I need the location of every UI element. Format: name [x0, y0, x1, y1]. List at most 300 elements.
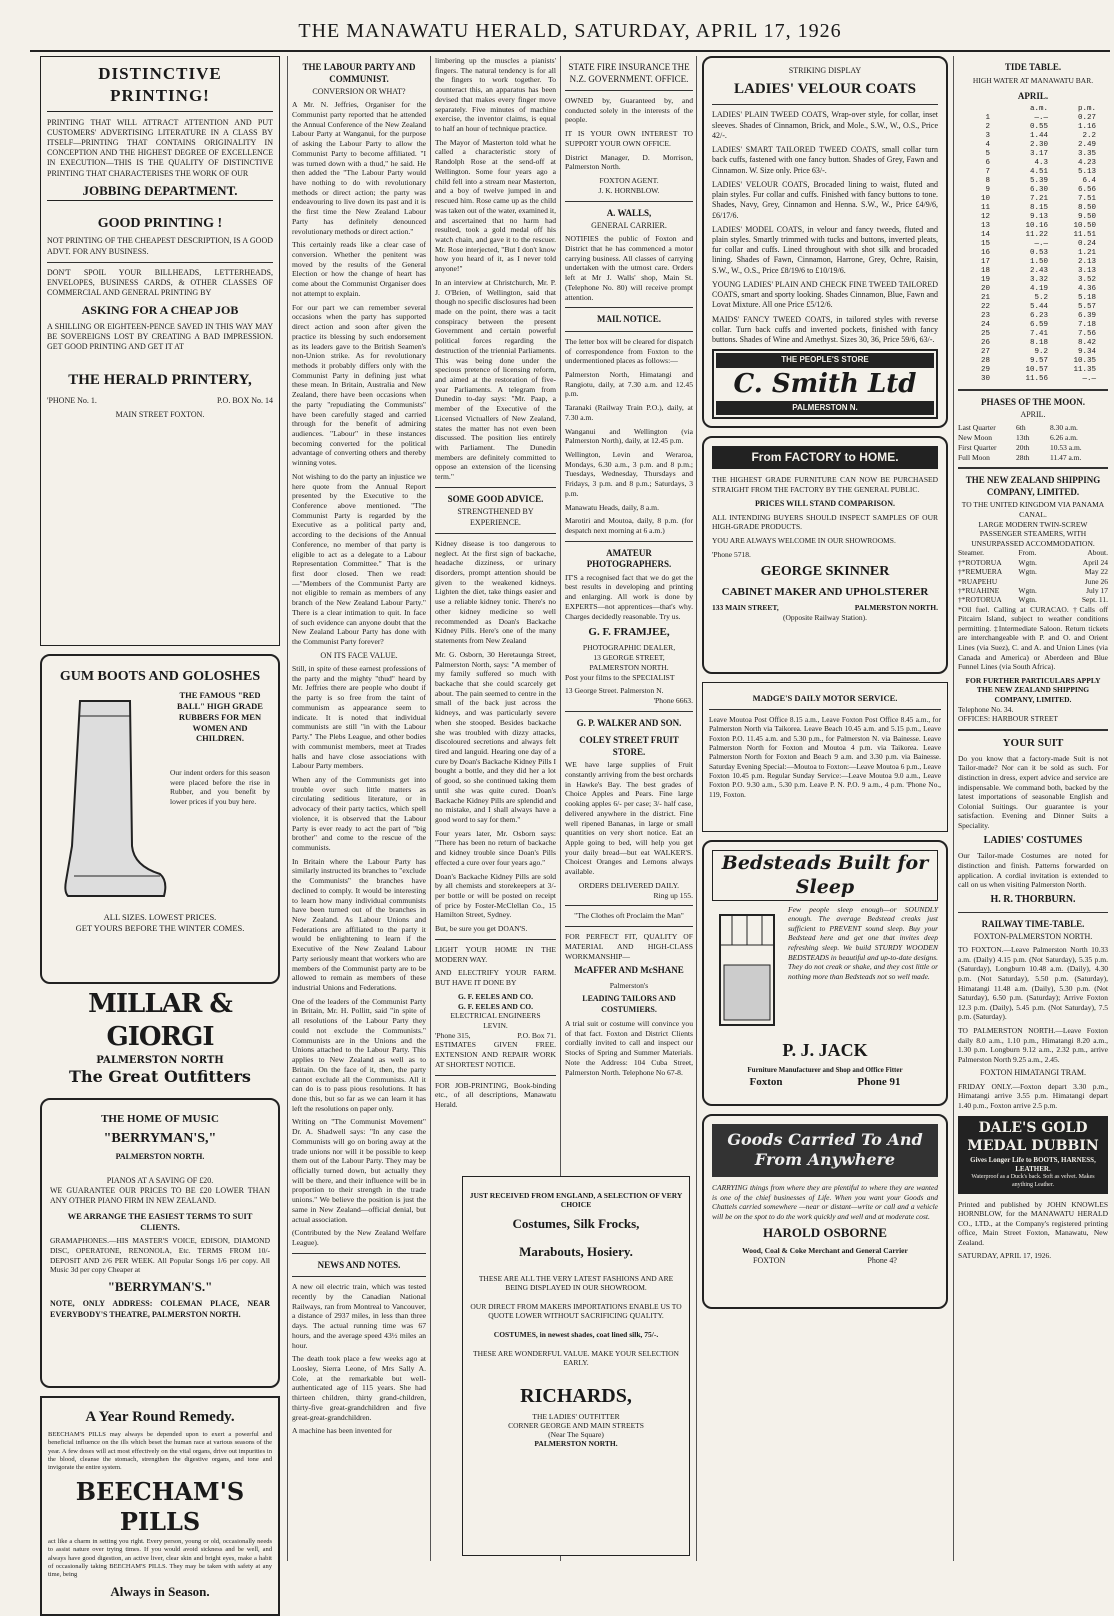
tide-day: 13	[980, 221, 990, 230]
richards-near: (Near The Square)	[548, 1430, 604, 1439]
walls-body: NOTIFIES the public of Foxton and District that he has commenced a motor carrying business. All classes of carrying undertaken with the utmost care. Orders left at Mr J. Walls' shop, Main St. (Telephone No. 80) will receive prompt attention.	[565, 234, 693, 302]
tide-am: 8.15	[1029, 203, 1048, 212]
skinner-line: THE HIGHEST GRADE FURNITURE CAN NOW BE PURCHASED STRAIGHT FROM THE FACTORY BY THE GENERAL PUBLIC.	[712, 475, 938, 494]
tide-pm: 1.16	[1077, 122, 1096, 131]
ship-steamer: †*REMUERA	[958, 567, 1003, 577]
tide-pm: 10.50	[1073, 221, 1096, 230]
news-para: limbering up the muscles a pianists' fingers. The natural tendency is for all the fingers to work together. To counteract this, an apparatus has been devised that makes every finger move separately. Five minutes of machine exercise, the inventor claims, is equal to half an hour of technique practice.	[435, 56, 556, 134]
tide-am: 7.41	[1029, 329, 1048, 338]
shipping-offices: OFFICES: HARBOUR STREET	[958, 714, 1059, 724]
osborne-advert	[702, 1114, 948, 1309]
moon-date: 6th	[1016, 423, 1026, 433]
jack-name: P. J. JACK	[782, 1039, 868, 1060]
always-in-season: Always in Season.	[110, 1583, 210, 1599]
tide-pm: —.—	[1082, 374, 1096, 383]
tide-row	[958, 294, 1108, 303]
walker-orders: ORDERS DELIVERED DAILY.	[578, 880, 680, 890]
tide-sub: HIGH WATER AT MANAWATU BAR.	[972, 75, 1094, 85]
moon-time: 6.26 a.m.	[1050, 433, 1078, 443]
walker-ring: Ring up 155.	[653, 890, 693, 900]
news-para: A machine has been invented for	[292, 1426, 392, 1436]
tide-day: 10	[980, 194, 990, 203]
tide-day: 25	[980, 329, 990, 338]
tide-row	[958, 303, 1108, 312]
coat-item: LADIES' VELOUR COATS, Brocaded lining to waist, fluted and plain styles. Fur collar and cuffs. Finished with fancy buttons to tone. Shades, Navy, Grey, Cinnamon and Henna. S.W., W., Price £4/9/6, £6/17/6.	[712, 179, 938, 220]
asking-cheap: ASKING FOR A CHEAP JOB	[81, 302, 239, 317]
advice-para: Doan's Backache Kidney Pills are sold by all chemists and storekeepers at 3/- per bottle or will be posted on receipt of price by Foster-McClellan Co., 15 Hamilton Street, Sydney.	[435, 871, 556, 920]
tide-day: 5	[985, 149, 990, 158]
richards-name: RICHARDS,	[520, 1385, 632, 1407]
mcaffer-line: LEADING TAILORS AND COSTUMIERS.	[582, 994, 676, 1014]
eeles-estimates: ESTIMATES GIVEN FREE. EXTENSION AND REPAIR WORK AT SHORTEST NOTICE.	[435, 1040, 556, 1069]
tide-pm: 6.39	[1077, 311, 1096, 320]
osborne-body: CARRYING things from where they are plentiful to where they are wanted is one of the chief businesses of Life. When you want your Goods and Chattels carried somewhere —near or distant—write or call and a vehicle will be on the spot to do the work quickly and well and at moderate cost.	[712, 1182, 938, 1221]
tide-day: 12	[980, 212, 990, 221]
tide-row	[958, 321, 1108, 330]
shipping-col: Steamer.	[958, 548, 985, 558]
tide-day: 27	[980, 347, 990, 356]
moon-phase: New Moon	[958, 433, 992, 443]
beechams-advert	[40, 1396, 280, 1616]
shipping-row	[958, 558, 1108, 567]
eeles-name: G. F. EELES AND CO.	[457, 1001, 534, 1011]
tide-row	[958, 123, 1108, 132]
mail-para: Marotiri and Moutoa, daily, 8 p.m. (for despatch next morning at 6 a.m.)	[565, 516, 693, 536]
insurance-body: OWNED by, Guaranteed by, and conducted solely in the interests of the people.	[565, 96, 693, 125]
tide-row	[958, 375, 1108, 384]
red-ball-text: THE FAMOUS "RED BALL" HIGH GRADE RUBBERS FOR MEN WOMEN AND CHILDREN.	[177, 689, 263, 744]
shipping-table	[958, 558, 1108, 605]
tide-day: 7	[985, 167, 990, 176]
shipping-co: THE NEW ZEALAND SHIPPING COMPANY, LIMITED.	[976, 685, 1090, 704]
tide-row	[958, 114, 1108, 123]
mcaffer-line: FOR PERFECT FIT, QUALITY OF MATERIAL AND HIGH-CLASS WORKMANSHIP—	[565, 932, 693, 961]
tide-am: 0.53	[1029, 248, 1048, 257]
tide-am: 0.55	[1029, 122, 1048, 131]
labour-para: For our part we can remember several occasions when the party has supported direct action and soon after given the practice its blessing by such endorsement as its leaders gave to the British Seamen's non-Union strike. As for revolutionary methods it probably differs only with the Communist Party in defining just what these mean. In Britain, Australia and New Zealand, there have been occasions when the party "repudiating the Communists" have been carefully staged and carried through for the benefit of admiring audiences. "Labour" in these instances becoming converted for the political advantage of converting others and thereby winning votes.	[292, 302, 426, 468]
berrymans-name-2: "BERRYMAN'S."	[107, 1278, 213, 1294]
moon-phase: Full Moon	[958, 452, 990, 462]
skinner-name: GEORGE SKINNER	[760, 564, 890, 580]
tram-head: FOXTON HIMATANGI TRAM.	[980, 1068, 1086, 1078]
tide-pm: 4.23	[1077, 158, 1096, 167]
tide-row	[958, 285, 1108, 294]
tide-am: 10.16	[1025, 221, 1048, 230]
tide-row	[958, 222, 1108, 231]
framjee-line: PHOTOGRAPHIC DEALER,	[582, 643, 676, 653]
advice-para: But, be sure you get DOAN'S.	[435, 924, 528, 934]
ship-date: July 17	[1086, 585, 1108, 595]
tide-row	[958, 249, 1108, 258]
moon-row	[958, 423, 1108, 433]
tide-pm: 7.51	[1077, 194, 1096, 203]
tide-am: 4.51	[1029, 167, 1048, 176]
ship-from: Wgtn.	[1018, 595, 1037, 605]
tide-day: 4	[985, 140, 990, 149]
framjee-addr: 13 George Street. Palmerston N.	[565, 686, 664, 696]
labour-headline: THE LABOUR PARTY AND COMMUNIST.	[302, 62, 416, 84]
tide-am: 6.30	[1029, 185, 1048, 194]
rail-route: FOXTON-PALMERSTON NORTH.	[973, 932, 1093, 942]
tide-am: 5.39	[1029, 176, 1048, 185]
ship-from: Wgtn.	[1018, 557, 1037, 567]
osborne-name: HAROLD OSBORNE	[763, 1225, 887, 1241]
coat-item: YOUNG LADIES' PLAIN AND CHECK FINE TWEED TAILORED COATS, smart and sporty looking. Shades Cinnamon, Blue, Fawn and Lovat Mixture. All one Price £5/12/6.	[712, 279, 938, 310]
labour-para: A Mr. N. Jeffries, Organiser for the Communist party reported that he attended the Annual Conference of the New Zealand Labour Party at Wanganui, for the purpose of asking the Labour Party to allow the Communist Party to become affiliated. "I was turned down with a thud," he said. He then added the "The Labour Party would have nothing to do with revolutionary methods or direct action; the party was endeavouring to live down its past and it is the first time the New Zealand Labour Party has definitely denounced revolutionary methods or direct action."	[292, 100, 426, 236]
good-printing: GOOD PRINTING !	[97, 215, 223, 231]
eeles-box: P.O. Box 71.	[517, 1030, 556, 1040]
column-rule	[696, 56, 697, 1561]
tide-am: 1.50	[1029, 257, 1048, 266]
tide-am: —.—	[1034, 113, 1048, 122]
tide-row	[958, 159, 1108, 168]
column-rule	[287, 56, 288, 1561]
tide-pm: 2.49	[1077, 140, 1096, 149]
madge-advert	[702, 682, 948, 832]
labour-credit: (Contributed by the New Zealand Welfare League).	[292, 1228, 426, 1247]
tide-am: 3.32	[1029, 275, 1048, 284]
shipping-row	[958, 577, 1108, 586]
tide-pm: 4.36	[1077, 284, 1096, 293]
terms-text: WE ARRANGE THE EASIEST TERMS TO SUIT CLIENTS.	[67, 1210, 253, 1232]
tide-row	[958, 240, 1108, 249]
eeles-name: G. F. EELES AND CO.	[457, 991, 534, 1001]
jack-advert	[702, 840, 948, 1106]
tide-day: 23	[980, 311, 990, 320]
tide-day: 26	[980, 338, 990, 347]
eeles-line: LIGHT YOUR HOME IN THE MODERN WAY.	[435, 944, 556, 964]
tide-pm: 5.13	[1077, 167, 1096, 176]
tide-pm: 0.27	[1077, 113, 1096, 122]
thorburn-name: H. R. THORBURN.	[990, 893, 1076, 905]
mcaffer-name: McAFFER AND McSHANE	[574, 965, 684, 976]
tide-am: 4.19	[1029, 284, 1048, 293]
moon-time: 8.30 a.m.	[1050, 423, 1078, 433]
tide-pm: 11.35	[1073, 365, 1096, 374]
factory-home-title: From FACTORY to HOME.	[712, 446, 938, 469]
column-6	[958, 56, 1108, 1561]
spoil-text: DON'T SPOIL YOUR BILLHEADS, LETTERHEADS, ENVELOPES, BUSINESS CARDS, & OTHER CLASSES OF COMMERCIAL AND GENERAL PRINTING BY	[47, 267, 273, 298]
tide-pm: 9.34	[1077, 347, 1096, 356]
gumboots-title: GUM BOOTS AND GOLOSHES	[59, 669, 261, 684]
mail-head: MAIL NOTICE.	[596, 314, 661, 325]
tide-am: 11.56	[1025, 374, 1048, 383]
tide-pm: 10.35	[1073, 356, 1096, 365]
beechams-title: A Year Round Remedy.	[85, 1408, 235, 1425]
skinner-line: YOU ARE ALWAYS WELCOME IN OUR SHOWROOMS.	[712, 535, 896, 545]
tide-day: 11	[980, 203, 990, 212]
tide-row	[958, 330, 1108, 339]
mail-para: Palmerston North, Himatangi and Rangiotu, daily, at 7.30 a.m. and 12.45 p.m.	[565, 369, 693, 399]
eeles-line: AND ELECTRIFY YOUR FARM. BUT HAVE IT DONE BY	[435, 968, 556, 988]
jack-town: Foxton	[749, 1075, 783, 1088]
velour-display: STRIKING DISPLAY	[788, 66, 862, 75]
tide-am: 3.17	[1029, 149, 1048, 158]
tide-am: 10.57	[1025, 365, 1048, 374]
coat-item: MAIDS' FANCY TWEED COATS, in tailored styles with reverse collar. Turn back cuffs and inverted pockets, finished with fancy buttons. Shades of Wine and Amethyst. Sizes 30, 36, Price 59/6, 63/-.	[712, 314, 938, 345]
moon-row	[958, 433, 1108, 443]
tide-pm: 8.50	[1077, 203, 1096, 212]
all-sizes: ALL SIZES. LOWEST PRICES.	[103, 911, 217, 922]
mcaffer-line: Palmerston's	[609, 980, 649, 990]
tide-row	[958, 231, 1108, 240]
berrymans-advert	[40, 1098, 280, 1388]
c-smith-city: PALMERSTON N.	[716, 401, 934, 415]
peoples-store: THE PEOPLE'S STORE	[716, 353, 934, 367]
tide-row	[958, 357, 1108, 366]
framjee-post: Post your films to the SPECIALIST	[565, 672, 675, 682]
tide-day: 8	[985, 176, 990, 185]
shipping-further: FOR FURTHER PARTICULARS APPLY	[965, 675, 1101, 685]
coat-item: LADIES' PLAIN TWEED COATS, Wrap-over style, for collar, inset sleeves. Shades of Cinnamon, Brick, and Mole., S.W., W., O.S., Price 42/-.	[712, 110, 938, 140]
tide-pm: 9.50	[1077, 212, 1096, 221]
moon-table	[958, 423, 1108, 462]
imprint-date: SATURDAY, APRIL 17, 1926.	[958, 1251, 1052, 1261]
skinner-advert	[702, 436, 948, 674]
ship-from: Wgtn.	[1018, 567, 1037, 577]
shipping-large: LARGE MODERN TWIN-SCREW PASSENGER STEAMERS, WITH UNSURPASSED ACCOMMODATION.	[971, 519, 1095, 548]
mail-para: Manawatu Heads, daily, 8 a.m.	[565, 502, 659, 512]
framjee-line: 13 GEORGE STREET,	[593, 653, 665, 663]
mail-para: Wanganui and Wellington (via Palmerston North), daily, at 12.45 p.m.	[565, 426, 693, 446]
advice-subhead: STRENGTHENED BY EXPERIENCE.	[457, 507, 534, 527]
jack-trade: Furniture Manufacturer and Shop and Office Fitter	[747, 1065, 903, 1074]
tide-pm: 7.18	[1077, 320, 1096, 329]
richards-line: THESE ARE ALL THE VERY LATEST FASHIONS AND ARE BEING DISPLAYED IN OUR SHOWROOM.	[478, 1274, 674, 1292]
tide-row	[958, 186, 1108, 195]
ship-steamer: †*ROTORUA	[958, 595, 1002, 605]
gumboots-body: Our indent orders for this season were placed before the rise in Rubber, and you benefit by lower prices if you buy here.	[170, 768, 270, 807]
tide-pm: 1.21	[1077, 248, 1096, 257]
tide-table	[958, 114, 1108, 384]
tide-row	[958, 150, 1108, 159]
mcaffer-body: A trial suit or costume will convince you of that fact. Foxton and District Clients cordially invited to call and inspect our Stocks of Spring and Summer Materials. Note the Address: 104 Cuba Street, Palmerston North. Telephone No 67-8.	[565, 1018, 693, 1077]
shipping-row	[958, 586, 1108, 595]
eeles-trade: ELECTRICAL ENGINEERS	[450, 1011, 541, 1021]
moon-phase: First Quarter	[958, 442, 997, 452]
insurance-own: IT IS YOUR OWN INTEREST TO SUPPORT YOUR OWN OFFICE.	[565, 129, 693, 148]
dubbin-small: Waterproof as a Duck's back. Soft as velvet. Makes anything Leather.	[971, 1174, 1095, 1188]
dubbin-side: Gives Longer Life to BOOTS, HARNESS, LEATHER.	[970, 1156, 1096, 1174]
advice-para: Mr. G. Osborn, 30 Heretaunga Street, Palmerston North, says: "A member of my family suffered so much with backache that she could scarcely get about. The pain seemed to centre in the small of the back just across the kidneys, and was particularly severe when she stooped. Besides backache she was troubled with dizzy attacks, discoloured secretions and always felt tired and languid. Hearing one day of a cure by Doan's Backache Kidney Pills I bought a bottle, and they did her a lot of good, so she continued taking them until she was quite cured. Doan's Backache Kidney Pills are splendid and no mistake, and I shall always have a good word to say for them."	[435, 649, 556, 825]
tide-row	[958, 132, 1108, 141]
skinner-addr: 133 MAIN STREET,	[712, 603, 779, 613]
tide-day: 3	[985, 131, 990, 140]
shipping-notes: *Oil fuel. Calling at CURACAO. †Calls off Pitcairn Island, subject to weather conditions permitting. ‡Intermediate Saloon. Return tickets are interchangeable with P. and O. and Orient Lines (via Suez), C. and A. and Union Lines (via Canada and America) or Aberdeen and Blue Funnel Lines (via South Africa).	[958, 604, 1108, 672]
ship-steamer: †*RUAHINE	[958, 585, 1000, 595]
shilling-text: A SHILLING OR EIGHTEEN-PENCE SAVED IN THIS WAY MAY BE SOVEREIGNS LOST BY CREATING A BAD IMPRESSION. GET GOOD PRINTING AND GET IT AT	[47, 321, 273, 352]
shipping-row	[958, 595, 1108, 604]
jack-phone: Phone 91	[857, 1075, 901, 1088]
millar-giorgi-city: PALMERSTON NORTH	[96, 1054, 224, 1066]
column-5	[702, 56, 948, 1561]
framjee-name: G. F. FRAMJEE,	[588, 626, 670, 639]
moon-title: PHASES OF THE MOON.	[980, 396, 1085, 407]
tide-am: 1.44	[1029, 131, 1048, 140]
tide-day: 28	[980, 356, 990, 365]
costumes-head: LADIES' COSTUMES	[983, 834, 1083, 846]
beechams-brand: BEECHAM'S PILLS	[75, 1476, 245, 1537]
beechams-body-2: act like a charm in setting you right. Every person, young or old, occasionally needs to assist nature over trying times. If you would avoid sickness and be well, and always have good digestion, an active liver, clear skin and bright eyes, make a habit of occasionally taking BEECHAM'S PILLS. They may be taken with safety at any time, being	[48, 1537, 272, 1579]
tram-body: FRIDAY ONLY.—Foxton depart 3.30 p.m., Himatangi arrive 3.55 p.m. Himatangi depart 1.40 p.m., Foxton arrive 2.5 p.m.	[958, 1081, 1108, 1110]
shipping-col: From.	[1018, 548, 1037, 558]
c-smith-brand: C. Smith Ltd	[733, 368, 917, 399]
richards-city: PALMERSTON NORTH.	[534, 1439, 618, 1448]
rail-to-pn: TO PALMERSTON NORTH.—Leave Foxton daily 8.0 a.m., 1.10 p.m., Himatangi 8.20 a.m., 1.30 p.m. Longburn 9.12 a.m., 2.32 p.m., arrive Palmerston North 9.25 a.m., 2.45.	[958, 1026, 1108, 1064]
tide-am: 7.21	[1029, 194, 1048, 203]
tide-pm: 6.56	[1077, 185, 1096, 194]
shipping-to: TO THE UNITED KINGDOM VIA PANAMA CANAL.	[961, 500, 1105, 519]
moon-date: 20th	[1016, 442, 1030, 452]
tide-day: 22	[980, 302, 990, 311]
guarantee-text: WE GUARANTEE OUR PRICES TO BE £20 LOWER THAN ANY OTHER PIANO FIRM IN NEW ZEALAND.	[50, 1186, 270, 1206]
millar-giorgi-logo	[40, 988, 280, 1088]
velour-title: LADIES' VELOUR COATS	[734, 81, 916, 98]
tide-row	[958, 348, 1108, 357]
suit-head: YOUR SUIT	[1002, 736, 1064, 749]
column-1	[40, 56, 280, 1599]
beechams-body: BEECHAM'S PILLS may always be depended upon to exert a powerful and beneficial influence on the ills which beset the human race at various seasons of the year. A few doses will act most effectively on the vital organs, drive out impurities in the blood, cleanse the stomach, strengthen the digestive organs, and tone and invigorate the entire system.	[48, 1430, 272, 1472]
skinner-line: ALL INTENDING BUYERS SHOULD INSPECT SAMPLES OF OUR HIGH-GRADE PRODUCTS.	[712, 512, 938, 532]
moon-row	[958, 453, 1108, 463]
eeles-phone: 'Phone 315,	[435, 1030, 471, 1040]
skinner-line: PRICES WILL STAND COMPARISON.	[754, 498, 896, 508]
tide-pm: 2.13	[1077, 257, 1096, 266]
tide-pm: 5.57	[1077, 302, 1096, 311]
shipping-col: About.	[1087, 548, 1108, 558]
tide-am: 9.2	[1034, 347, 1048, 356]
labour-para: In Britain where the Labour Party has similarly instructed its branches to "exclude the Communists" the branches have declined to comply. It would be interesting to learn how many individual communists have been turned out of the branches in New Zealand. As Labour Unions and Federations are affiliated to the party it would be enlightening to learn if the Executive of the New Zealand Labour Party seriously meant that workers who are members of the Communist party are to be allowed to remain as members of these industrial Unions and Federations.	[292, 856, 426, 993]
dubbin-brand: DALE'S GOLD MEDAL DUBBIN	[967, 1120, 1099, 1155]
tide-day: 30	[980, 374, 990, 383]
berrymans-city: PALMERSTON NORTH.	[115, 1151, 205, 1161]
printery-street: MAIN STREET FOXTON.	[115, 410, 205, 420]
insurance-agent: FOXTON AGENT.	[599, 176, 659, 186]
tide-day: 17	[980, 257, 990, 266]
rail-to-foxton: TO FOXTON.—Leave Palmerston North 10.33 a.m. (Daily) 4.15 p.m. (Not Saturday), 5.35 p.m. (Saturday), Longburn 10.48 a.m. (Daily), 4.30 p.m. (Not Saturday), 5.50 p.m. (Saturday), Himatangi 11.48 a.m. (Daily), 5.30 p.m. (Not Saturday), 6.50 p.m. (Saturday); Arrive Foxton 12.3 p.m. (Daily), 5.45 p.m. (Not Saturday), 7.5 p.m. (Saturday).	[958, 945, 1108, 1022]
printery-box: P.O. BOX No. 14	[216, 395, 273, 405]
bedstead-icon	[712, 905, 782, 1035]
printing-advert	[40, 56, 280, 646]
tide-row	[958, 168, 1108, 177]
skinner-trade: CABINET MAKER AND UPHOLSTERER	[721, 586, 929, 599]
tide-day: 21	[980, 293, 990, 302]
coat-item: LADIES' SMART TAILORED TWEED COATS, small collar turn back cuffs, fastened with one fancy button. Shades of Grey, Fawn and Cinnamon. W. Size only. Price 63/-.	[712, 145, 938, 175]
framjee-body: IT'S a recognised fact that we do get the best results in developing and printing and enlarging. All work is done by EXPERTS—not apprentices—that's why. Charges decidedly reasonable. Try us.	[565, 572, 693, 621]
richards-line: COSTUMES, in newest shades, coat lined silk, 75/-.	[493, 1330, 659, 1339]
ship-from	[1018, 577, 1059, 586]
walker-body: WE have large supplies of Fruit constantly arriving from the best orchards in Hawke's Bay. The best grades of Choice Apples and Pears. Fine large cooking apples 6/- per case; 3/- half case, delivered anywhere in the district. Fine well ripened Bananas, in large or small quantities on very short notice. Eat an Apple going to bed, will help you get your daily bread—but eat WALKER'S. Choicest Oranges and Lemons always available.	[565, 760, 693, 877]
tide-day: 15	[980, 239, 990, 248]
labour-para: Writing on "The Communist Movement" Dr. A. Shadwell says: "In any case the Communists will go on boring away at the trade unions nor will it be possible to keep them out of the Labour Party. They may be officially turned down, but actually they will be there, and their influence will be in proportion to their strength in the trade unions." We believe the position is just the same in New Zealand—official denial, but actual association.	[292, 1117, 426, 1224]
skinner-opp: (Opposite Railway Station).	[783, 612, 867, 622]
printing-title: DISTINCTIVE PRINTING!	[47, 63, 273, 112]
tide-row	[958, 339, 1108, 348]
good-printing-body: NOT PRINTING OF THE CHEAPEST DESCRIPTION, IS A GOOD ADVT. FOR ANY BUSINESS.	[47, 236, 273, 256]
labour-para: Still, in spite of these earnest professions of the party and the mighty "thud" heard by Mr. Jeffries there are people who doubt if the party is so free from the taint of communism as appearance seem to indicate. It is noted that individual communists are still "in with the Labour Party." The Plebs League, and other bodies with communist members, meet at Trades halls and have close associations with Labour Party members.	[292, 664, 426, 771]
job-printing-notice: FOR JOB-PRINTING, Book-binding etc., of all descriptions, Manawatu Herald.	[435, 1080, 556, 1109]
news-para: In an interview at Christchurch, Mr. P. J. O'Brien, of Wellington, said that though no specific disclosures had been made on the point, there was a tacit conspiracy between the present Government and certain powerful political forces regarding the destruction of the triennial Parliaments. This was being done under the specious pretence of licensing reform, and aimed at the restoration of five-year Parliaments. A telegram from Dunedin to-day says: "Mr. Paap, a member of the Executive of the Licensed Victuallers of New Zealand, states the matter has not even been discussed. The position lies entirely with Parliament. The Dunedin members are definitely committed to oppose an extension of the licensing term."	[435, 277, 556, 482]
tide-am: 9.13	[1029, 212, 1048, 221]
tide-title: TIDE TABLE.	[1004, 62, 1062, 72]
imprint: Printed and published by JOHN KNOWLES HORNBLOW, for the MANAWATU HERALD CO., LTD., at the Company's registered printing office, Main Street Foxton, Manawatu, New Zealand.	[958, 1199, 1108, 1247]
moon-row	[958, 443, 1108, 453]
berrymans-address: NOTE, ONLY ADDRESS: COLEMAN PLACE, NEAR EVERYBODY'S THEATRE, PALMERSTON NORTH.	[50, 1299, 270, 1319]
osborne-phone: Phone 4?	[867, 1255, 897, 1265]
coat-item: LADIES' MODEL COATS, in velour and fancy tweeds, fluted and plain styles. Smartly trimmed with tucks and buttons, inverted pleats, fur collar and cuffs. Lined throughout with shot silk and brocaded lining. Shades of Fawn, Cinnamon, Harrone, Grey, Ochre, Raisin, S.W., W., O.S., Price £8/19/6 to £10/19/6.	[712, 224, 938, 275]
jobbing-dept: JOBBING DEPARTMENT.	[47, 183, 273, 201]
walls-head: A. WALLS,	[606, 207, 652, 218]
tide-row	[958, 177, 1108, 186]
tide-pm: 0.24	[1077, 239, 1096, 248]
news-headline: NEWS AND NOTES.	[317, 1259, 401, 1270]
tide-pm-head: p.m.	[1077, 104, 1096, 113]
advice-headline: SOME GOOD ADVICE.	[447, 493, 544, 504]
tide-am: 8.18	[1029, 338, 1048, 347]
tide-am: 4.3	[1034, 158, 1048, 167]
tide-day: 19	[980, 275, 990, 284]
tide-day: 6	[985, 158, 990, 167]
shipping-title: THE NEW ZEALAND SHIPPING COMPANY, LIMITED.	[965, 475, 1101, 497]
ship-steamer: †*ROTORUA	[958, 557, 1002, 567]
tide-row	[958, 312, 1108, 321]
eeles-advert	[435, 945, 556, 1070]
tide-pm: 2.2	[1082, 131, 1096, 140]
insurance-head: STATE FIRE INSURANCE THE N.Z. GOVERNMENT. OFFICE.	[568, 62, 690, 84]
tide-row	[958, 366, 1108, 375]
millar-giorgi-slogan: The Great Outfitters	[69, 1067, 251, 1087]
framjee-head: AMATEUR PHOTOGRAPHERS.	[586, 547, 672, 570]
tide-pm: 7.56	[1077, 329, 1096, 338]
rail-head: RAILWAY TIME-TABLE.	[981, 918, 1085, 929]
gramophones-text: GRAMAPHONES.—HIS MASTER'S VOICE, EDISON, DIAMOND DISC, OPERATONE, RENONOLA, Etc. TERMS FROM 10/- DEPOSIT AND 2/6 PER WEEK. All Popular Songs 1/6 per copy. All Music 3d per copy Cheaper at	[50, 1236, 270, 1275]
winter-text: GET YOURS BEFORE THE WINTER COMES.	[75, 922, 245, 933]
shipping-tel: Telephone No. 34.	[958, 704, 1014, 714]
dubbin-advert	[958, 1116, 1108, 1193]
millar-giorgi-brand: MILLAR & GIORGI	[88, 989, 232, 1053]
tide-row	[958, 258, 1108, 267]
pianos-saving: PIANOS AT A SAVING OF £20.	[106, 1176, 214, 1186]
ship-date: Sept. 11.	[1081, 595, 1108, 605]
tide-am: 5.2	[1034, 293, 1048, 302]
ship-date: June 26	[1084, 576, 1108, 586]
madge-head: MADGE'S DAILY MOTOR SERVICE.	[752, 693, 898, 703]
bedsteads-brand: Bedsteads Built for Sleep	[712, 850, 938, 901]
walker-head: G. P. WALKER AND SON.	[576, 717, 682, 728]
tide-day: 9	[985, 185, 990, 194]
labour-subhead: CONVERSION OR WHAT?	[312, 87, 406, 97]
tide-day: 14	[980, 230, 990, 239]
home-of-music: THE HOME OF MUSIC	[101, 1112, 219, 1125]
tide-row	[958, 276, 1108, 285]
mail-para: The letter box will be cleared for dispatch of correspondence from Foxton to the undermentioned places as follows:—	[565, 336, 693, 366]
tide-day: 16	[980, 248, 990, 257]
tide-day: 1	[985, 113, 990, 122]
shipping-row	[958, 567, 1108, 576]
tide-row	[958, 213, 1108, 222]
framjee-line: PALMERSTON NORTH.	[589, 662, 669, 672]
richards-sub: THE LADIES' OUTFITTER	[532, 1412, 620, 1421]
news-para: A new oil electric train, which was tested recently by the Canadian National Railways, ran from Montreal to Vancouver, a distance of 2937 miles, in less than three days. The actual running time was 67 hours, and the average speed 43½ miles an hour.	[292, 1282, 426, 1350]
herald-printery: THE HERALD PRINTERY,	[68, 371, 252, 388]
news-para: The Mayor of Masterton told what he called a characteristic story of Randolph Rose at the send-off at Wellington. Some four years ago a child fell into a stream near Masterton, and a boy of twelve jumped in and rescued him. Rose came up as the child was taken out of the water, examined it, and ascertained that no harm had resulted, took a gold medal off his watch chain, and gave it to the rescuer. Mr. Rose interjected, "But I don't know how you heard of it, as I never told anyone!"	[435, 137, 556, 274]
column-2	[292, 56, 426, 1561]
labour-para: This certainly reads like a clear case of conversion. Whether the penitent was moved by the results of the General Election or how the change of heart has come about the Communist Organiser does not attempt to explain.	[292, 240, 426, 298]
tide-month: APRIL.	[1017, 91, 1049, 102]
jack-body: Few people sleep enough—or SOUNDLY enough. The average Bedstead creaks just sufficient to PREVENT sound sleep. Buy your Bedstead here and get one that invites deep refreshing sleep. We build STURDY WOODEN BEDSTEADS in beautiful and up-to-date designs. They do not creak or shake, and they cost little or nothing more than Bedsteads not so well made.	[788, 904, 938, 981]
skinner-phone: 'Phone 5718.	[712, 549, 751, 559]
moon-time: 11.47 a.m.	[1050, 452, 1082, 462]
